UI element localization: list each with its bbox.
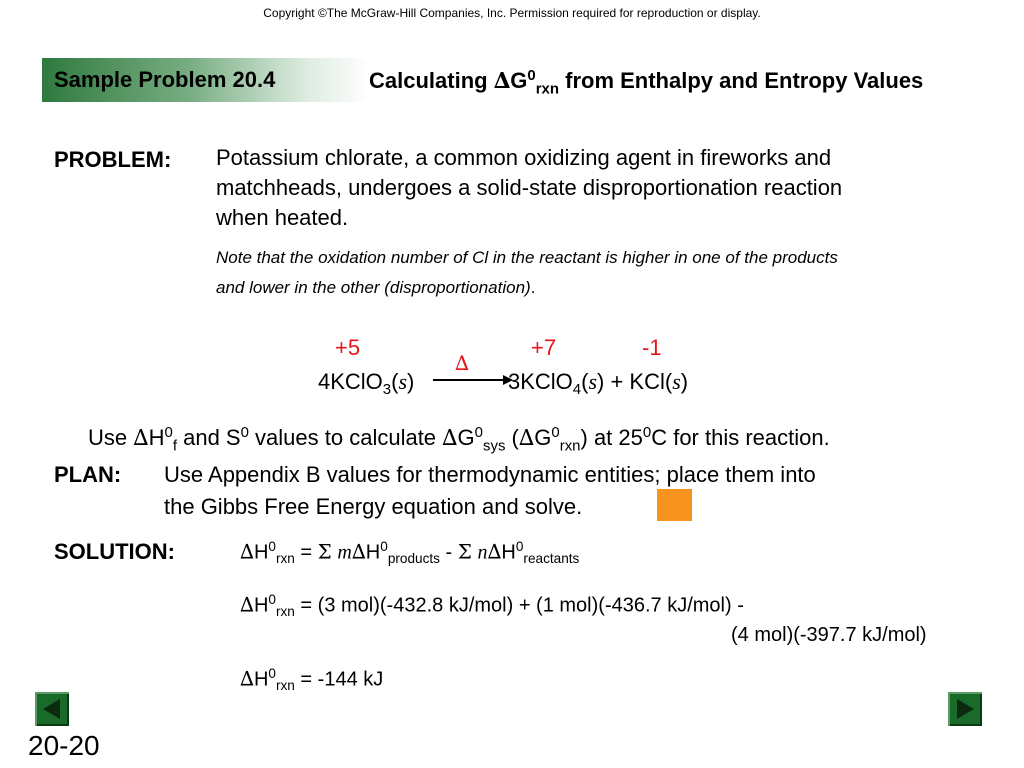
problem-text xyxy=(216,143,976,233)
plan-line-1: Use Appendix B values for thermodynamic entities; place them into xyxy=(164,462,816,487)
oxidation-number-product-1: +7 xyxy=(531,335,557,360)
problem-line-2: matchheads, undergoes a solid-state disproportionation reaction xyxy=(216,175,843,200)
reaction-reactant: 4KClO$_3$(s) xyxy=(318,369,415,399)
solution-label: SOLUTION: xyxy=(54,539,175,564)
problem-note xyxy=(216,243,996,303)
problem-line-1: Potassium chlorate, a common oxidizing agent in fireworks and xyxy=(216,145,832,170)
reaction-arrow xyxy=(433,379,505,381)
plan-text xyxy=(164,460,964,522)
next-slide-button[interactable] xyxy=(948,692,982,726)
solution-equation-3: $\Delta H^0_{rxn} = -144$ kJ xyxy=(240,666,384,694)
animation-marker-box[interactable] xyxy=(657,489,692,521)
plan-line-2: the Gibbs Free Energy equation and solve. xyxy=(164,494,583,519)
plan-label: PLAN: xyxy=(54,462,122,487)
problem-label: PROBLEM: xyxy=(54,147,172,172)
slide-title: Calculating $\Delta G^0_{rxn}$ from Enthalpy and Entropy Values xyxy=(369,67,924,98)
triangle-left-icon xyxy=(35,692,69,726)
solution-equation-2: $\Delta H^0_{rxn} = (3$ mol)(-432.8 kJ/mol) + (1 mol)(-436.7 kJ/mol) - xyxy=(240,592,744,620)
solution-equation-1: $\Delta H^0_{rxn} = \Sigma$ $m\Delta H^0_{products}$ - Σ $n\Delta H^0_{reactants}$ xyxy=(240,539,580,567)
delta-symbol: ∆ xyxy=(493,68,511,95)
page-number: 20-20 xyxy=(28,730,100,761)
heat-delta-symbol: ∆ xyxy=(455,351,469,375)
triangle-right-icon xyxy=(948,692,982,726)
oxidation-number-product-2: -1 xyxy=(642,335,662,360)
problem-line-3: when heated. xyxy=(216,205,349,230)
solution-equation-2-continued: (4 mol)(-397.7 kJ/mol) xyxy=(731,624,927,646)
note-line-2: and lower in the other (disproportionation). xyxy=(216,278,536,297)
note-line-1: Note that the oxidation number of Cl in the reactant is higher in one of the products xyxy=(216,248,838,267)
oxidation-number-reactant: +5 xyxy=(335,335,361,360)
sample-problem-label: Sample Problem 20.4 xyxy=(54,67,276,92)
previous-slide-button[interactable] xyxy=(35,692,69,726)
instruction-line: Use $\Delta H^0_f$ and $S^0$ values to calculate $\Delta G^0_{sys}$ $(\Delta G^0_{rxn})$ at $25^0C$ for this reaction. xyxy=(88,424,830,455)
reaction-products: 3KClO$_4$(s) + KCl(s) xyxy=(508,369,689,399)
copyright-notice: Copyright ©The McGraw-Hill Companies, Inc. Permission required for reproduction or display. xyxy=(263,6,761,20)
